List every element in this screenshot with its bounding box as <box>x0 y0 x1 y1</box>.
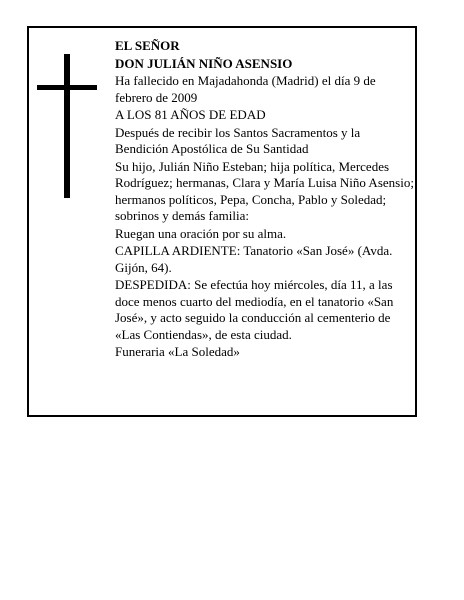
cross-vertical-bar <box>64 54 70 198</box>
cross-horizontal-bar <box>37 85 97 90</box>
age-line: A LOS 81 AÑOS DE EDAD <box>115 107 266 122</box>
prayer-line: Ruegan una oración por su alma. <box>115 225 287 241</box>
sacraments-line: Después de recibir los Santos Sacramentos y la Bendición Apostólica de Su Santidad <box>115 124 361 156</box>
notice-text <box>115 38 415 361</box>
honorific: EL SEÑOR <box>115 38 180 53</box>
latin-cross-icon <box>37 54 97 198</box>
deceased-name: DON JULIÁN NIÑO ASENSIO <box>115 55 293 71</box>
farewell-line: DESPEDIDA: Se efectúa hoy miércoles, día 11, a las doce menos cuarto del mediodía, en el tanatorio «San José», y acto seguido la conducción al cementerio de «Las Contiendas», de esta ciudad. <box>115 277 394 342</box>
funeral-home-line: Funeraria «La Soledad» <box>115 344 240 359</box>
chapel-line: CAPILLA ARDIENTE: Tanatorio «San José» (Avda. Gijón, 64). <box>115 243 393 275</box>
death-statement: Ha fallecido en Majadahonda (Madrid) el día 9 de febrero de 2009 <box>115 73 376 105</box>
family-list: Su hijo, Julián Niño Esteban; hija política, Mercedes Rodríguez; hermanas, Clara y María Luisa Niño Asensio; hermanos políticos, Pepa, Concha, Pablo y Soledad; sobrinos y demás familia: <box>115 158 414 223</box>
